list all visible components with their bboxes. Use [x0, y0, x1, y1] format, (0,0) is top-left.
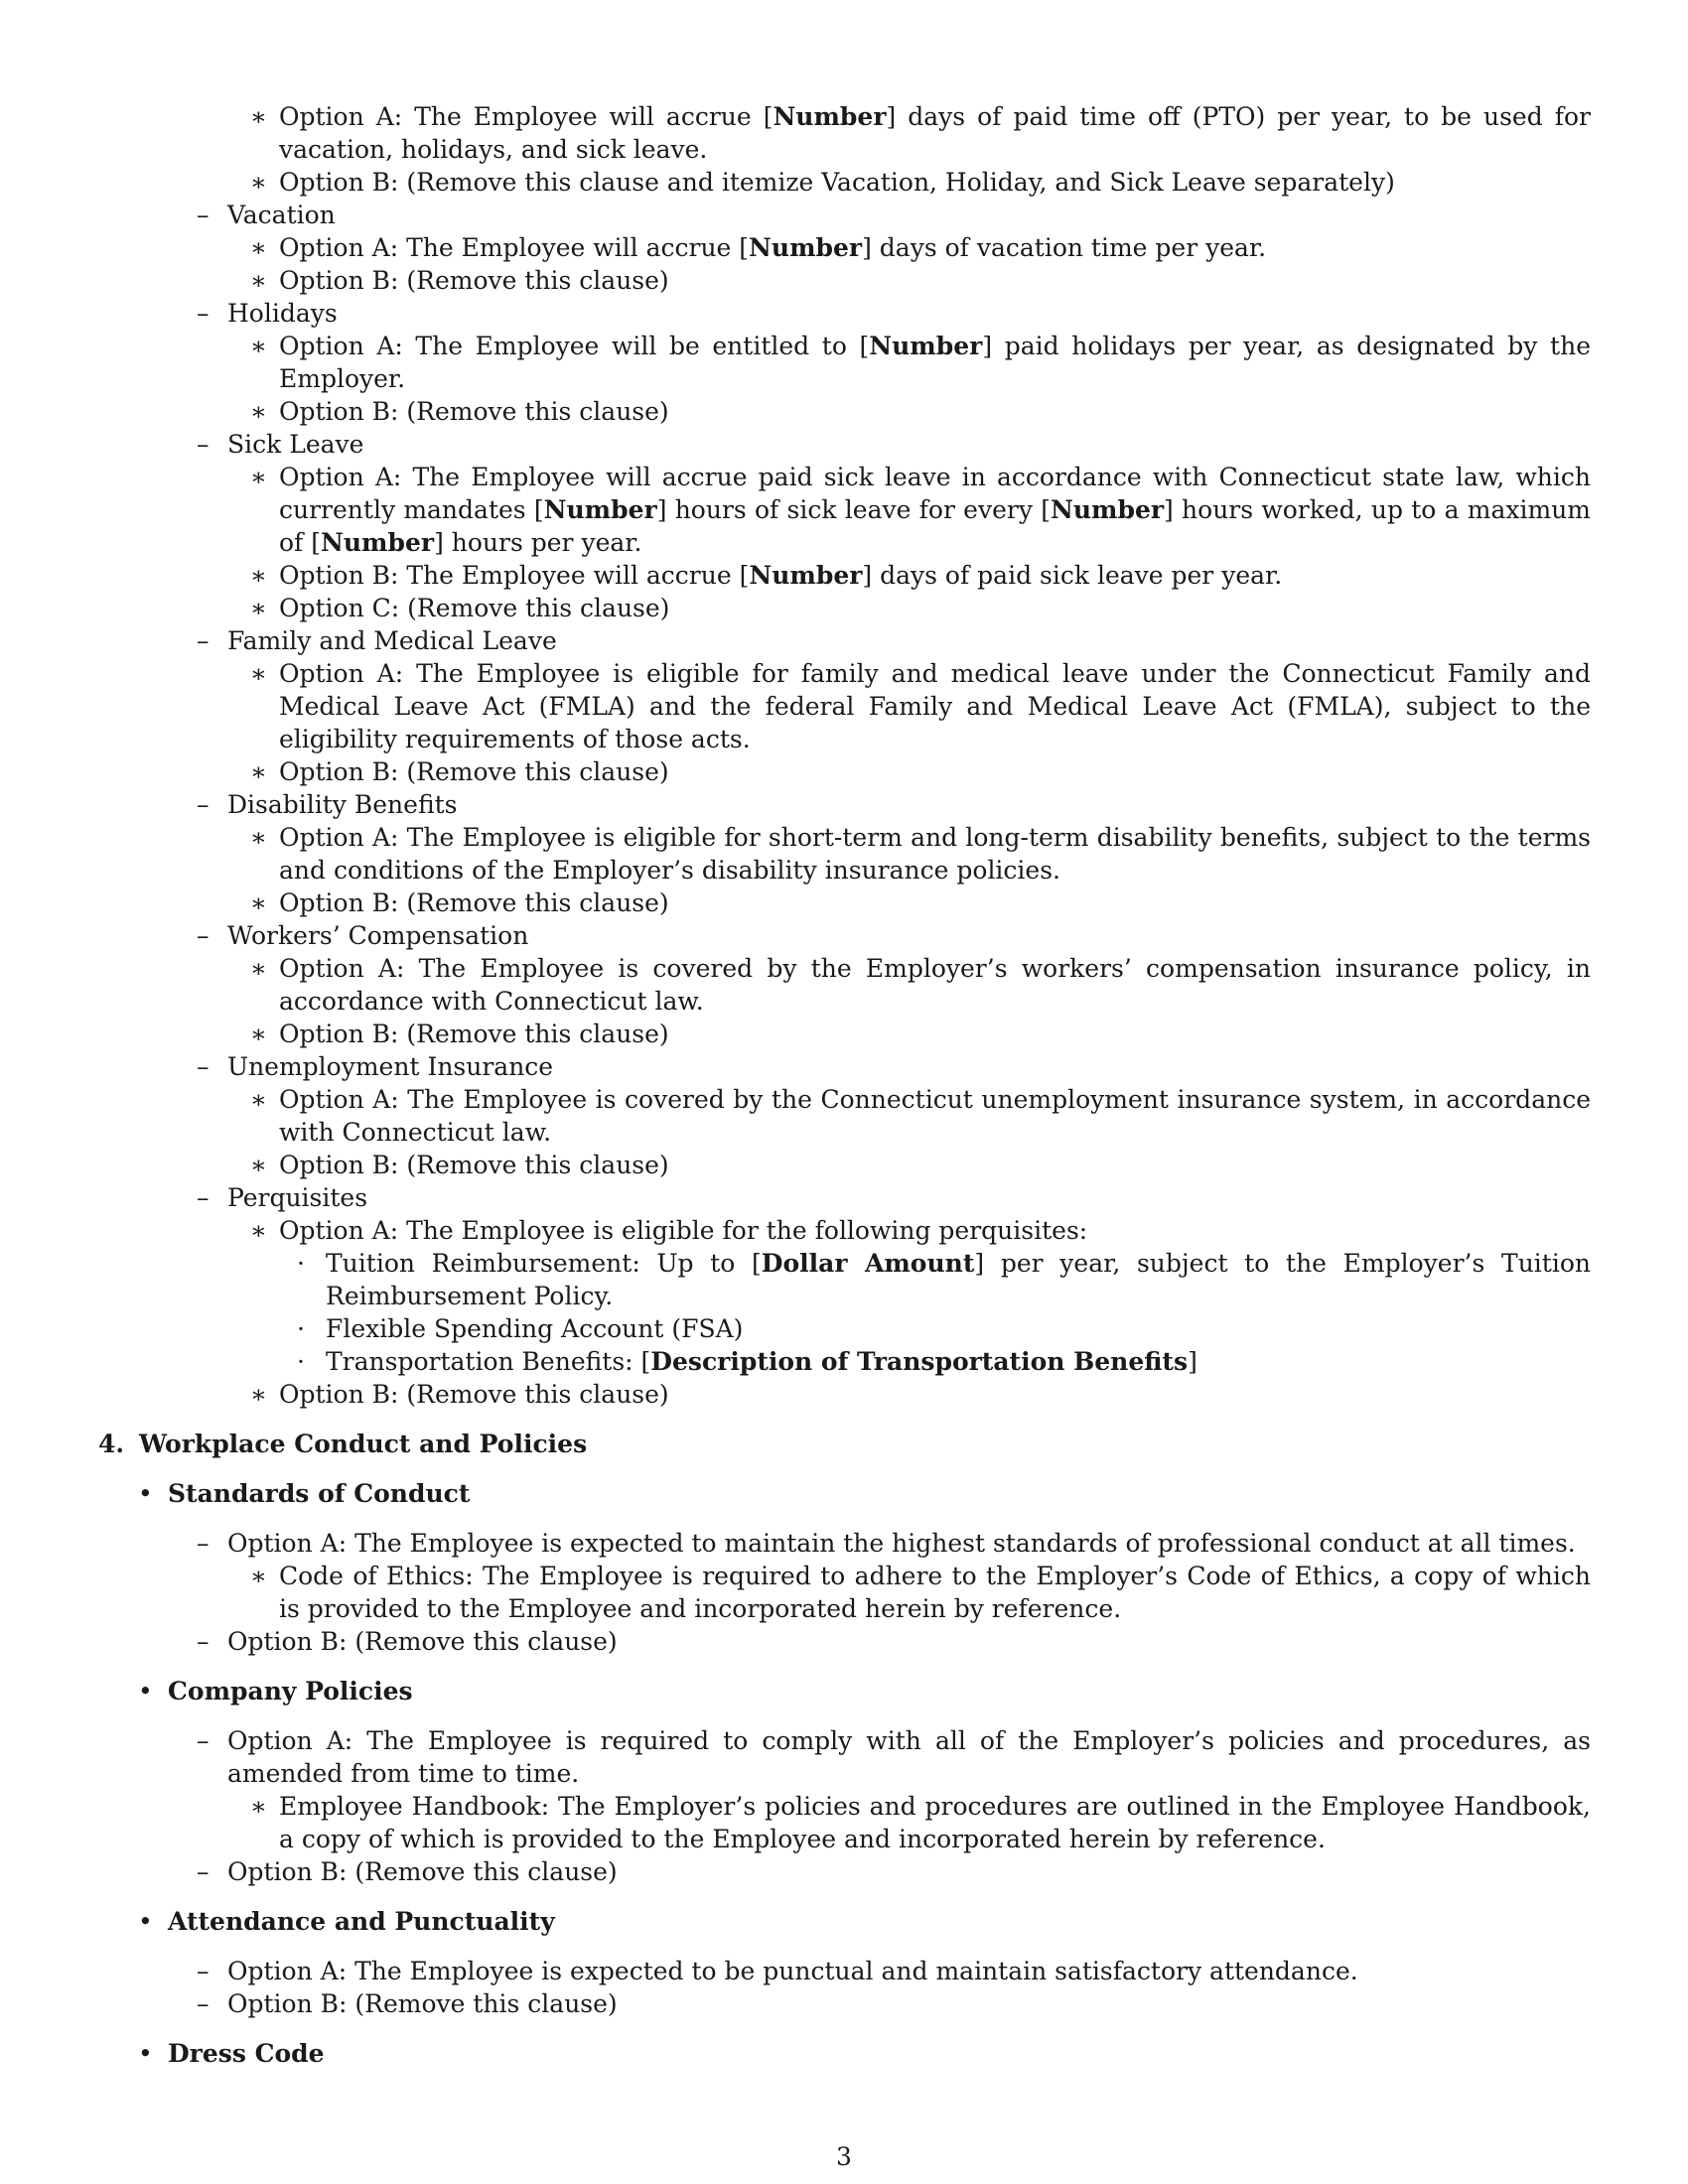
dash-marker: –: [197, 1529, 210, 1558]
dash-marker: –: [197, 1989, 210, 2018]
star-marker: ∗: [250, 757, 267, 786]
dress-code-heading: • Dress Code: [138, 2039, 325, 2068]
dash-marker: –: [197, 1052, 210, 1081]
middot-marker: ·: [297, 1249, 305, 1278]
standards-option-a: – Option A: The Employee is expected to maintain the highest standards of professional conduct at all times.: [197, 1529, 1576, 1558]
page-number: 3: [836, 2142, 852, 2171]
dash-marker: –: [197, 299, 210, 328]
star-marker: ∗: [250, 888, 267, 917]
sick-leave-heading: – Sick Leave: [197, 430, 364, 459]
star-marker: ∗: [250, 233, 267, 262]
disability-option-b: ∗ Option B: (Remove this clause): [250, 888, 669, 917]
star-marker: ∗: [250, 561, 267, 590]
dash-marker: –: [197, 430, 210, 459]
star-marker: ∗: [250, 594, 267, 622]
star-marker: ∗: [250, 1085, 267, 1114]
standards-of-conduct-heading: • Standards of Conduct: [138, 1479, 471, 1508]
vacation-option-a: ∗ Option A: The Employee will accrue [Number] days of vacation time per year.: [250, 233, 1267, 262]
bullet-marker: •: [138, 2039, 153, 2068]
unemployment-option-b: ∗ Option B: (Remove this clause): [250, 1151, 669, 1179]
sick-leave-option-c: ∗ Option C: (Remove this clause): [250, 594, 670, 622]
attendance-option-a: – Option A: The Employee is expected to be punctual and maintain satisfactory attendance.: [197, 1957, 1358, 1985]
fmla-option-a: ∗ Option A: The Employee is eligible for family and medical leave under the Connecticut Family and Medical Leave Act (FMLA) and the federal Family and Medical Leave Act (FMLA), subject to the eligibility requirements of those acts.: [250, 659, 1591, 753]
attendance-option-b: – Option B: (Remove this clause): [197, 1989, 618, 2018]
star-marker: ∗: [250, 397, 267, 426]
perquisite-tuition: · Tuition Reimbursement: Up to [Dollar Amount] per year, subject to the Employer’s Tuition Reimbursement Policy.: [297, 1249, 1591, 1310]
workers-comp-option-a: ∗ Option A: The Employee is covered by the Employer’s workers’ compensation insurance policy, in accordance with Connecticut law.: [250, 954, 1591, 1016]
vacation-option-b: ∗ Option B: (Remove this clause): [250, 266, 669, 295]
perquisites-heading: – Perquisites: [197, 1183, 368, 1212]
holidays-heading: – Holidays: [197, 299, 338, 328]
employee-handbook: ∗ Employee Handbook: The Employer’s policies and procedures are outlined in the Employee Handbook, a copy of which is provided to the Employee and incorporated herein by reference.: [250, 1792, 1591, 1853]
bullet-marker: •: [138, 1907, 153, 1936]
perquisites-option-a: ∗ Option A: The Employee is eligible for the following perquisites:: [250, 1216, 1088, 1245]
holidays-option-a: ∗ Option A: The Employee will be entitled to [Number] paid holidays per year, as designated by the Employer.: [250, 332, 1591, 393]
perquisites-option-b: ∗ Option B: (Remove this clause): [250, 1380, 669, 1409]
policies-option-a: – Option A: The Employee is required to comply with all of the Employer’s policies and procedures, as amended from time to time.: [197, 1726, 1591, 1788]
perquisite-transportation: · Transportation Benefits: [Description of Transportation Benefits]: [297, 1347, 1197, 1376]
dash-marker: –: [197, 626, 210, 655]
disability-option-a: ∗ Option A: The Employee is eligible for short-term and long-term disability benefits, subject to the terms and conditions of the Employer’s disability insurance policies.: [250, 823, 1591, 885]
star-marker: ∗: [250, 332, 267, 360]
dash-marker: –: [197, 1183, 210, 1212]
policies-option-b: – Option B: (Remove this clause): [197, 1857, 618, 1886]
star-marker: ∗: [250, 1151, 267, 1179]
disability-heading: – Disability Benefits: [197, 790, 458, 819]
star-marker: ∗: [250, 1020, 267, 1048]
dash-marker: –: [197, 1726, 210, 1755]
dash-marker: –: [197, 1857, 210, 1886]
code-of-ethics: ∗ Code of Ethics: The Employee is required to adhere to the Employer’s Code of Ethics, a copy of which is provided to the Employee and incorporated herein by reference.: [250, 1562, 1591, 1623]
perquisite-fsa: · Flexible Spending Account (FSA): [297, 1314, 744, 1343]
star-marker: ∗: [250, 659, 267, 688]
star-marker: ∗: [250, 102, 267, 131]
holidays-option-b: ∗ Option B: (Remove this clause): [250, 397, 669, 426]
dash-marker: –: [197, 790, 210, 819]
dash-marker: –: [197, 1957, 210, 1985]
star-marker: ∗: [250, 1792, 267, 1821]
unemployment-option-a: ∗ Option A: The Employee is covered by the Connecticut unemployment insurance system, in accordance with Connecticut law.: [250, 1085, 1591, 1147]
workers-comp-heading: – Workers’ Compensation: [197, 921, 529, 950]
unemployment-heading: – Unemployment Insurance: [197, 1052, 554, 1081]
star-marker: ∗: [250, 1562, 267, 1590]
dash-marker: –: [197, 201, 210, 229]
middot-marker: ·: [297, 1347, 305, 1376]
sick-leave-option-a: ∗ Option A: The Employee will accrue paid sick leave in accordance with Connecticut state law, which currently mandates [Number] hours of sick leave for every [Number] hours worked, up to a maximum of [Number] hours per year.: [250, 463, 1591, 557]
dash-marker: –: [197, 1627, 210, 1656]
fmla-heading: – Family and Medical Leave: [197, 626, 557, 655]
dash-marker: –: [197, 921, 210, 950]
workers-comp-option-b: ∗ Option B: (Remove this clause): [250, 1020, 669, 1048]
bullet-marker: •: [138, 1677, 153, 1706]
section-title: Workplace Conduct and Policies: [139, 1430, 588, 1458]
company-policies-heading: • Company Policies: [138, 1677, 413, 1706]
star-marker: ∗: [250, 266, 267, 295]
vacation-heading: – Vacation: [197, 201, 336, 229]
star-marker: ∗: [250, 463, 267, 491]
attendance-heading: • Attendance and Punctuality: [138, 1907, 555, 1936]
star-marker: ∗: [250, 1216, 267, 1245]
pto-option-a: ∗ Option A: The Employee will accrue [Number] days of paid time off (PTO) per year, to be used for vacation, holidays, and sick leave.: [250, 102, 1591, 164]
sick-leave-option-b: ∗ Option B: The Employee will accrue [Number] days of paid sick leave per year.: [250, 561, 1283, 590]
page-content: [0, 100, 1688, 2087]
star-marker: ∗: [250, 1380, 267, 1409]
bullet-marker: •: [138, 1479, 153, 1508]
fmla-option-b: ∗ Option B: (Remove this clause): [250, 757, 669, 786]
standards-option-b: – Option B: (Remove this clause): [197, 1627, 618, 1656]
section-number: 4.: [98, 1430, 125, 1458]
middot-marker: ·: [297, 1314, 305, 1343]
star-marker: ∗: [250, 168, 267, 197]
star-marker: ∗: [250, 823, 267, 852]
pto-option-b: ∗ Option B: (Remove this clause and itemize Vacation, Holiday, and Sick Leave separately): [250, 168, 1395, 197]
section-4-heading: [0, 1428, 1688, 1460]
star-marker: ∗: [250, 954, 267, 983]
